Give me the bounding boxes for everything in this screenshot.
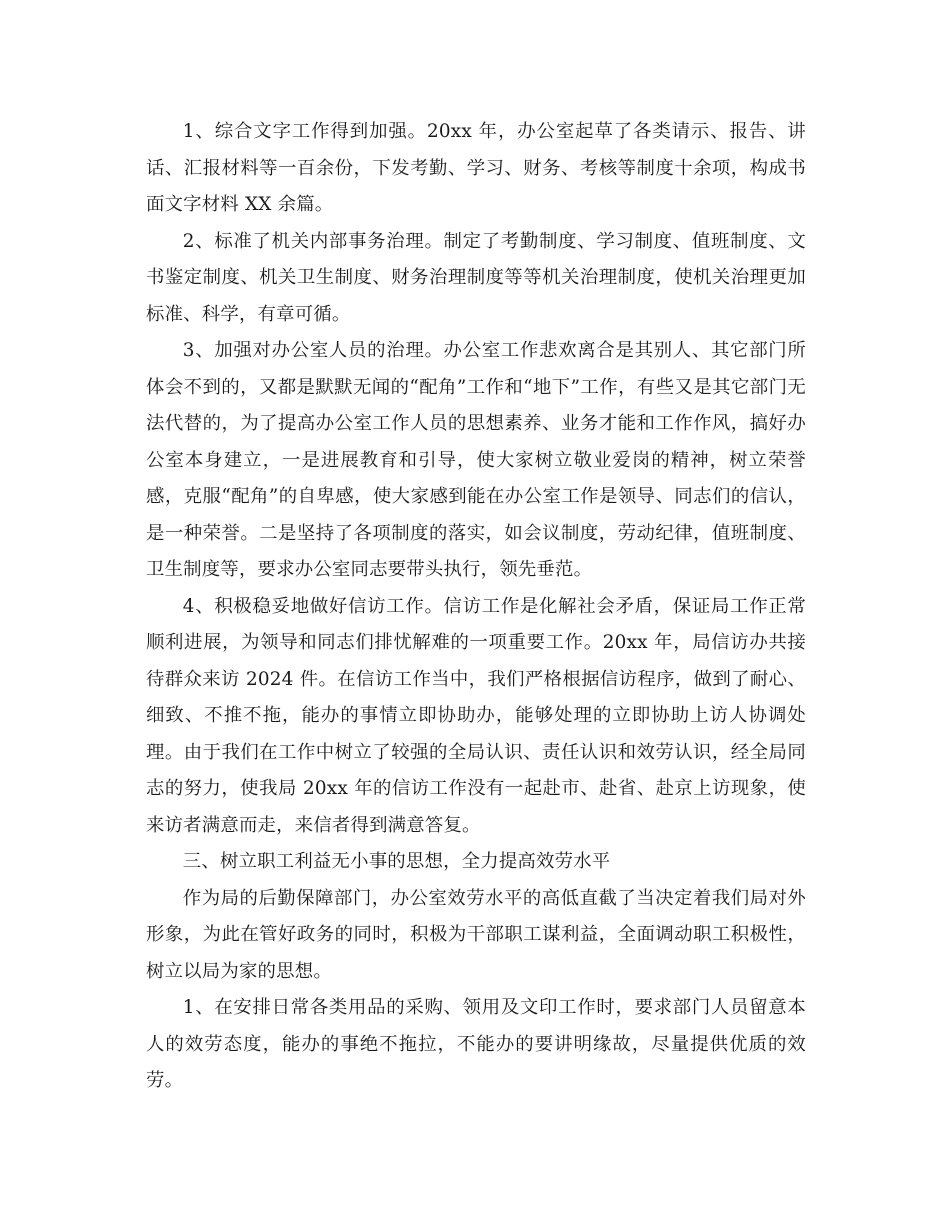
section-heading-service: 三、树立职工利益无小事的思想，全力提高效劳水平 [182, 851, 611, 872]
paragraph-staff-management: 3、加强对办公室人员的治理。办公室工作悲欢离合是其别人、其它部门所体会不到的，又都是默默无闻的“配角”工作和“地下”工作，有些又是其它部门无法代替的，为了提高办公室工作人员的思想素养、业务才能和工作作风，搞好办公室本身建立，一是进展教育和引导，使大家树立敬业爱岗的精神，树立荣誉感，克服“配角”的自卑感，使大家感到能在办公室工作是领导、同志们的信认，是一种荣誉。二是坚持了各项制度的落实，如会议制度，劳动纪律，值班制度、卫生制度等，要求办公室同志要带头执行，领先垂范。 [146, 340, 806, 580]
paragraph-writing-work: 1、综合文字工作得到加强。20xx 年，办公室起草了各类请示、报告、讲话、汇报材料等一百余份，下发考勤、学习、财务、考核等制度十余项，构成书面文字材料 XX 余篇。 [146, 121, 806, 215]
document-body [146, 114, 806, 1100]
paragraph-procurement: 1、在安排日常各类用品的采购、领用及文印工作时，要求部门人员留意本人的效劳态度，能办的事绝不拖拉，不能办的要讲明缘故，尽量提供优质的效劳。 [146, 997, 806, 1091]
paragraph-petition-work: 4、积极稳妥地做好信访工作。信访工作是化解社会矛盾，保证局工作正常顺利进展，为领导和同志们排忧解难的一项重要工作。20xx 年，局信访办共接待群众来访 2024 件。在信访工作当中，我们严格根据信访程序，做到了耐心、细致、不推不拖，能办的事情立即协助办，能够处理的立即协助上访人协调处理。由于我们在工作中树立了较强的全局认识、责任认识和效劳认识，经全局同志的努力，使我局 20xx 年的信访工作没有一起赴市、赴省、赴京上访现象，使来访者满意而走，来信者得到满意答复。 [146, 595, 806, 836]
paragraph-internal-affairs: 2、标准了机关内部事务治理。制定了考勤制度、学习制度、值班制度、文书鉴定制度、机关卫生制度、财务治理制度等等机关治理制度，使机关治理更加标准、科学，有章可循。 [146, 230, 806, 325]
paragraph-logistics-intro: 作为局的后勤保障部门，办公室效劳水平的高低直截了当决定着我们局对外形象，为此在管好政务的同时，积极为干部职工谋利益，全面调动职工积极性，树立以局为家的思想。 [146, 887, 806, 982]
